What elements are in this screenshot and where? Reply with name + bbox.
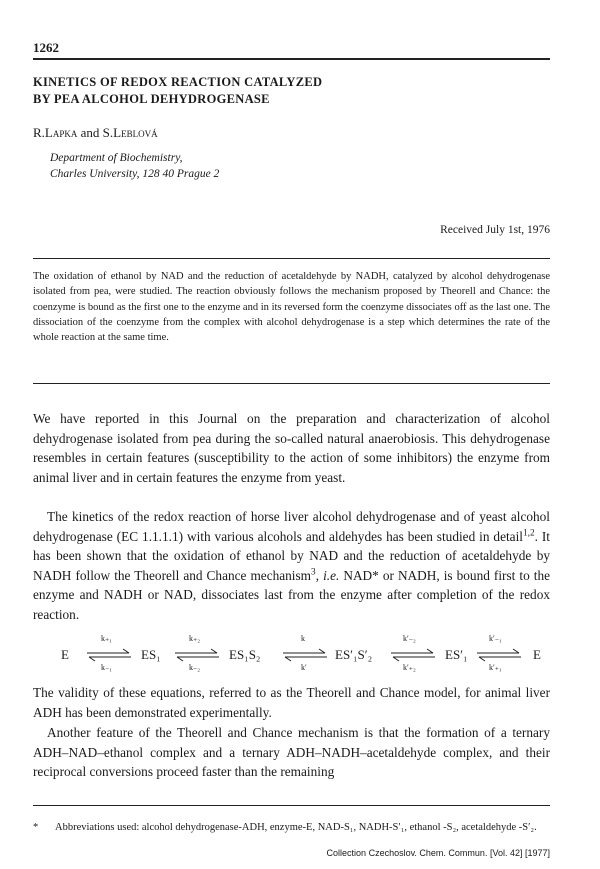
rate-k-prime-minus-1: k′₋₁ [489, 634, 502, 643]
body-paragraph-1: We have reported in this Journal on the preparation and characterization of alcohol dehydrogenase isolated from pea during the so-called natural anaerobiosis. This dehydrogenase resembles in certain features (susceptibility to the action of some inhibitors) the enzyme from animal liver and in certain features the enzyme from yeast. [33, 411, 550, 485]
footnote [33, 820, 550, 835]
footnote-rule [33, 805, 550, 806]
eq-term-es1s2: ES₁S₂ [229, 647, 261, 662]
journal-footer: Collection Czechoslov. Chem. Commun. [Vol. 42] [1977] [326, 848, 550, 858]
page-number: 1262 [33, 40, 59, 55]
body-paragraph-3: The validity of these equations, referred to as the Theorell and Chance model, for animal liver ADH has been demonstrated experimentally. [33, 685, 550, 720]
abstract-bottom-rule [33, 383, 550, 384]
eq-term-es1: ES₁ [141, 647, 161, 662]
body-paragraph-4: Another feature of the Theorell and Chance mechanism is that the formation of a ternary ADH–NAD–ethanol complex and a ternary ADH–NADH–acetaldehyde complex, and their reciprocal conversions proceed faster than the remaining [33, 725, 550, 780]
author-conjunction: and [77, 125, 103, 140]
author-1-initial: R. [33, 125, 45, 140]
affiliation-line-2: Charles University, 128 40 Prague 2 [50, 168, 220, 180]
rate-k-prime-plus-1: k′₊₁ [489, 663, 502, 672]
header-rule [33, 58, 550, 60]
author-2-initial: S. [102, 125, 114, 140]
author-list [33, 125, 158, 141]
rate-k-prime-minus-2: k′₋₂ [403, 634, 416, 643]
citation-3: 3 [311, 567, 316, 578]
p2-ie: i.e. [323, 567, 340, 583]
rate-k-prime: k′ [301, 663, 307, 672]
rate-k-minus-2: k₋₂ [189, 663, 201, 672]
paper-title [33, 74, 550, 108]
title-line-1: KINETICS OF REDOX REACTION CATALYZED [33, 75, 323, 89]
title-line-2: BY PEA ALCOHOL DEHYDROGENASE [33, 92, 270, 106]
eq-term-es1-prime: ES′₁ [445, 647, 468, 662]
eq-term-es1s2-prime: ES′₁S′₂ [335, 647, 373, 662]
eq-term-e: E [61, 647, 69, 662]
abstract: The oxidation of ethanol by NAD and the reduction of acetaldehyde by NADH, catalyzed by alcohol dehydrogenase isolated from pea, were studied. The reaction obviously follows the mechanism proposed by Theorell and Chance: the coenzyme is bound as the first one to the enzyme and in its reversed form the coenzyme dissociates off as the last one. The dissociation of the coenzyme from the complex with alcohol dehydrogenase is a step which determines the rate of the whole reaction at the same time. [33, 271, 550, 344]
affiliation [50, 150, 219, 182]
rate-k1: k₊₁ [101, 634, 113, 643]
affiliation-line-1: Department of Biochemistry, [50, 152, 183, 164]
abstract-top-rule [33, 258, 550, 259]
rate-k2: k₊₂ [189, 634, 201, 643]
citation-1-2: 1,2 [522, 528, 535, 539]
rate-k: k [301, 634, 305, 643]
eq-term-e-final: E [533, 647, 541, 662]
rate-k-minus-1: k₋₁ [101, 663, 113, 672]
author-2-name: Leblová [113, 125, 158, 140]
footnote-mark: * [33, 822, 39, 833]
author-1-name: Lapka [44, 125, 78, 140]
p2-text-c: , [315, 567, 324, 583]
reaction-scheme [33, 632, 550, 676]
body-paragraph-2 [33, 507, 550, 625]
received-date: Received July 1st, 1976 [440, 224, 550, 236]
p2-text-d: NAD* or NADH, is bound first to the enzyme and NADH or NAD, dissociates last from the enzyme after completion of the redox reaction. [33, 567, 550, 622]
footnote-text: Abbreviations used: alcohol dehydrogenase-ADH, enzyme-E, NAD-S₁, NADH-S′₁, ethanol -S₂, acetaldehyde -S′₂. [55, 822, 537, 833]
rate-k-prime-plus-2: k′₊₂ [403, 663, 416, 672]
p2-text-b: . It has been shown that the oxidation of ethanol by NAD and the reduction of acetaldehyde by NADH follow the Theorell and Chance mechanism [33, 528, 550, 583]
p2-text-a: The kinetics of the redox reaction of horse liver alcohol dehydrogenase and of yeast alcohol dehydrogenase (EC 1.1.1.1) with various alcohols and aldehydes has been studied in detail [33, 509, 550, 544]
